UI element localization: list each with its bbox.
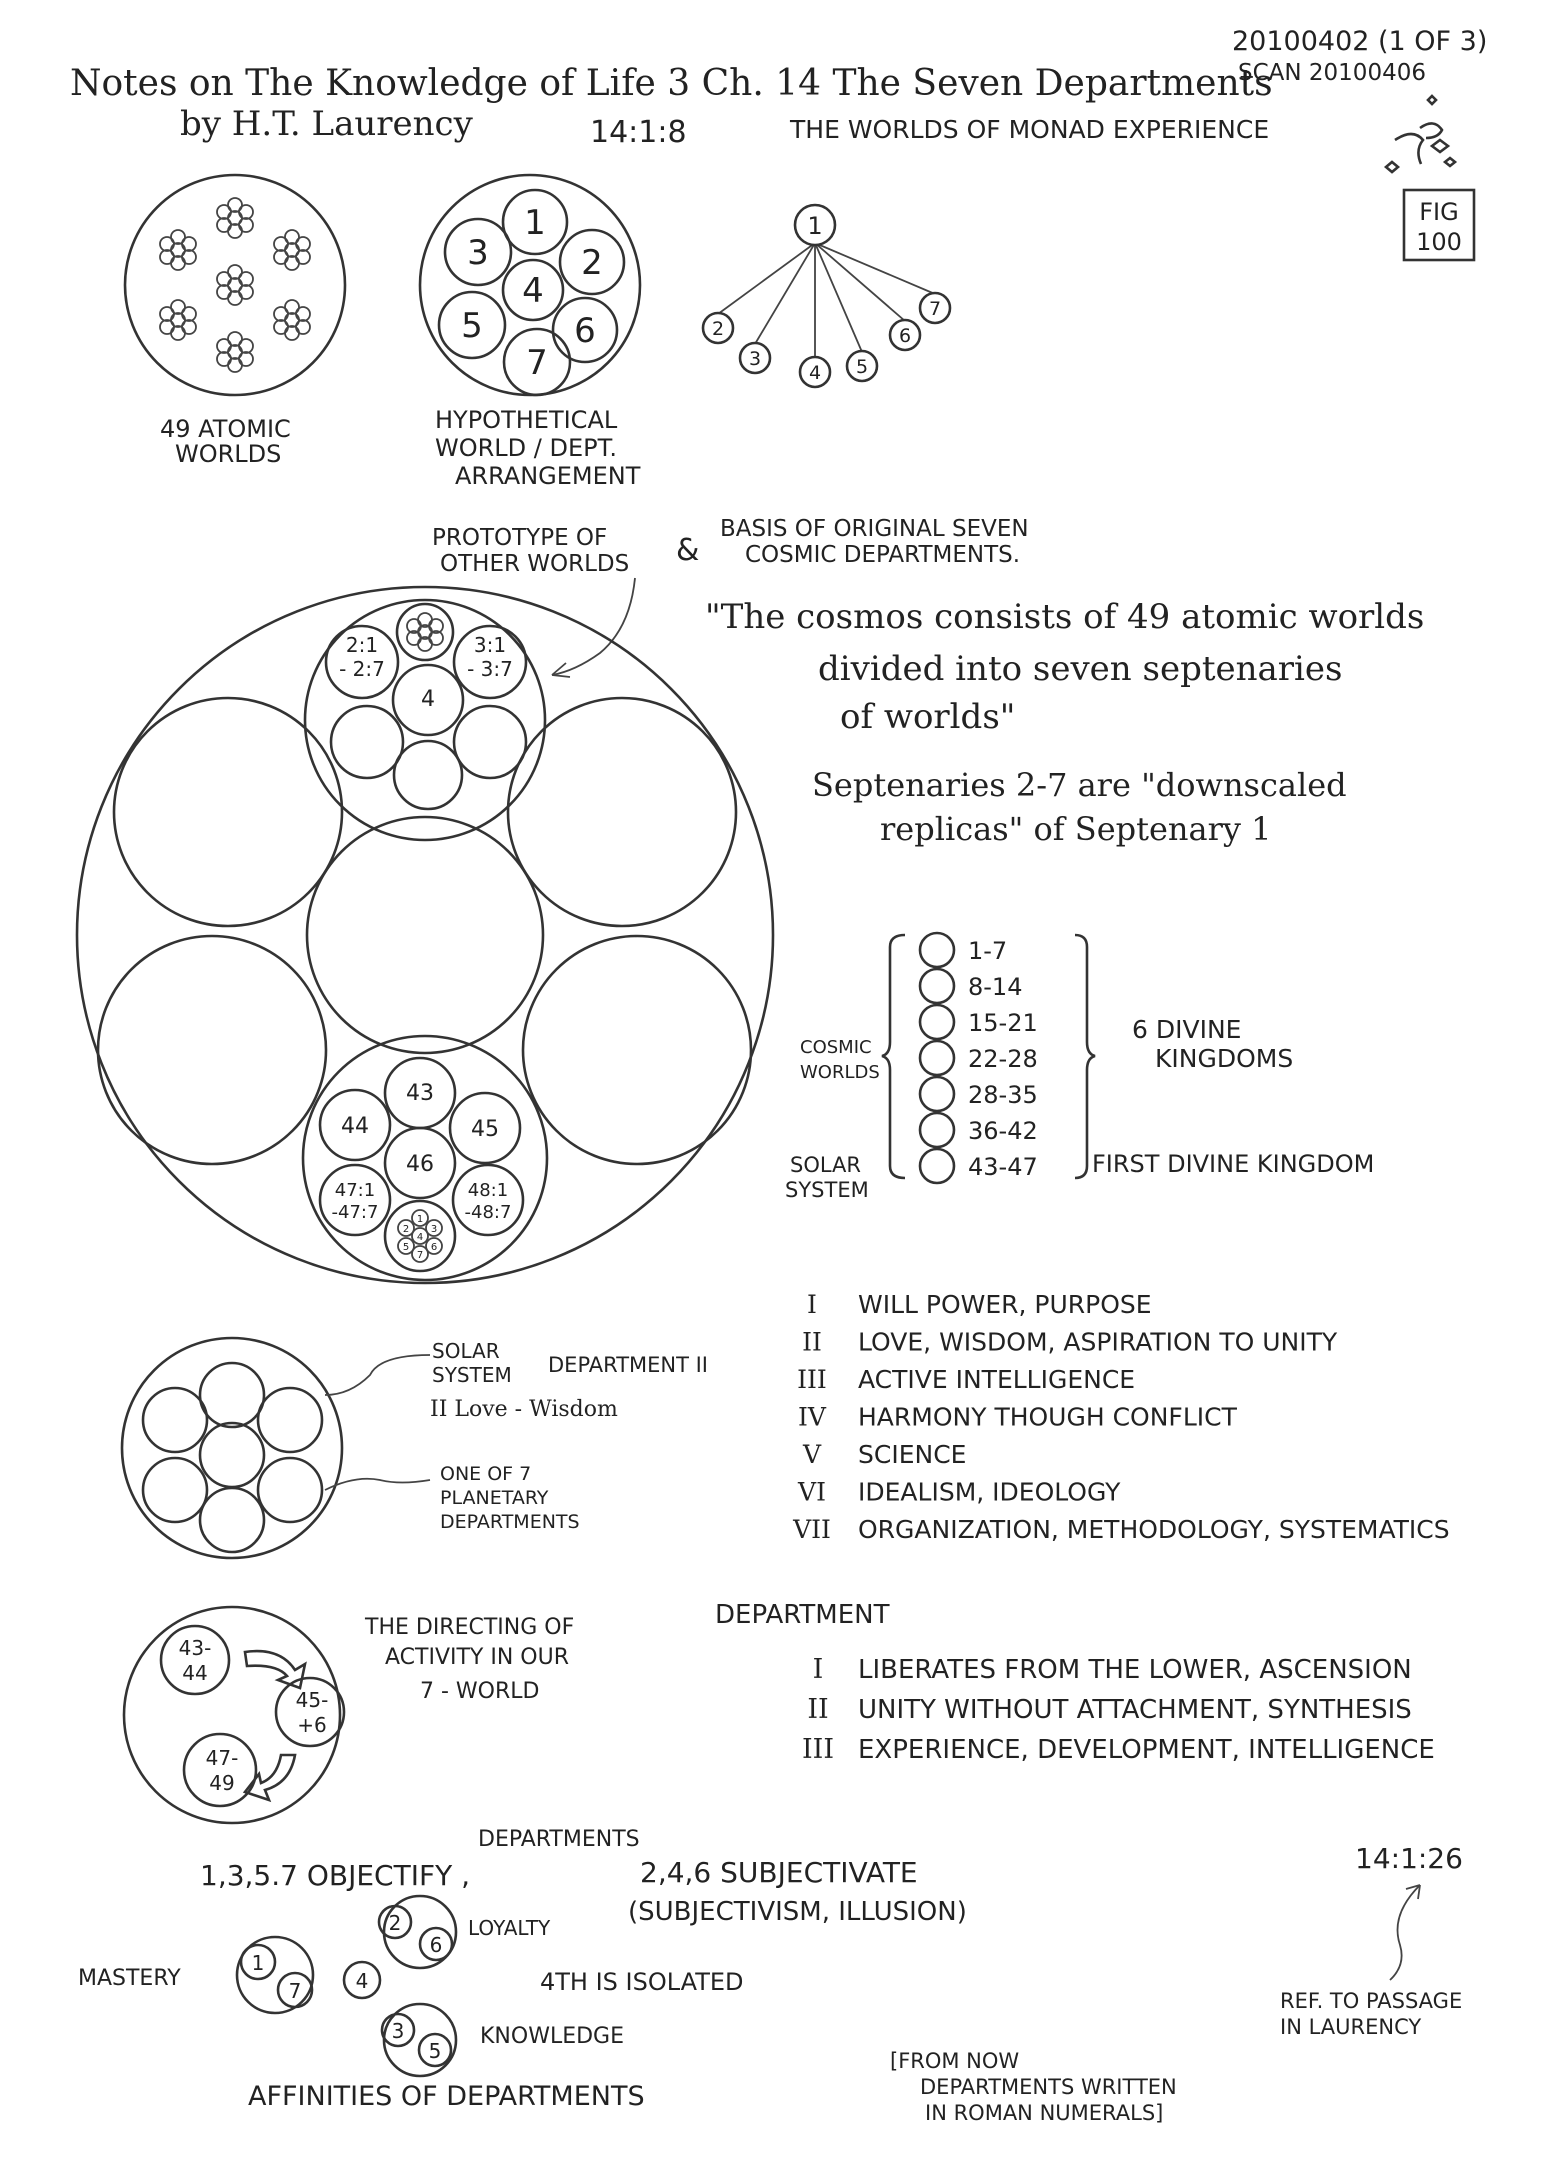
department-item — [798, 1403, 1238, 1432]
atomic-cluster — [217, 265, 253, 305]
tiny-world-number-1: 1 — [416, 1214, 424, 1225]
department-item — [802, 1328, 1338, 1357]
department-description: UNITY WITHOUT ATTACHMENT, SYNTHESIS — [858, 1695, 1412, 1725]
atom-circle — [217, 339, 231, 353]
septenary-upper-right — [508, 698, 736, 926]
subjectivism-note: (SUBJECTIVISM, ILLUSION) — [628, 1897, 967, 1927]
fig-number: 100 — [1416, 228, 1462, 256]
department-description: ACTIVE INTELLIGENCE — [858, 1365, 1136, 1394]
department-numeral: VII — [793, 1515, 831, 1544]
hypothetical-world-circles — [439, 190, 624, 395]
department-item — [797, 1365, 1135, 1394]
atom-circle — [274, 237, 288, 251]
world-stack-circles — [920, 933, 1038, 1183]
department-description: ORGANIZATION, METHODOLOGY, SYSTEMATICS — [858, 1515, 1450, 1544]
from-now-line-2: DEPARTMENTS WRITTEN — [920, 2075, 1177, 2099]
department-affinity-item — [813, 1654, 1412, 1685]
department-item — [802, 1440, 966, 1469]
prototype-line-2: OTHER WORLDS — [440, 551, 630, 577]
department-numeral: I — [812, 1654, 824, 1685]
label-46: +6 — [297, 1713, 327, 1737]
quote-line-3: of worlds" — [840, 697, 1016, 737]
divine-kingdoms-label-1: 6 DIVINE — [1132, 1015, 1242, 1044]
right-brace — [1075, 935, 1095, 1178]
stack-range-label: 43-47 — [968, 1153, 1038, 1181]
department-numeral: IV — [798, 1402, 826, 1432]
date-label: 20100402 (1 OF 3) — [1232, 26, 1488, 57]
department-description: LIBERATES FROM THE LOWER, ASCENSION — [858, 1655, 1412, 1685]
planetary-dept-circle — [200, 1488, 264, 1552]
stack-range-label: 1-7 — [968, 937, 1008, 965]
tree-leaf-number-6: 6 — [898, 325, 912, 347]
tree-branch — [815, 243, 905, 321]
tiny-world-number-3: 3 — [430, 1224, 438, 1235]
atom-circle — [182, 307, 196, 321]
first-divine-kingdom-label: FIRST DIVINE KINGDOM — [1092, 1150, 1375, 1178]
mastery-label: MASTERY — [78, 1966, 181, 1991]
tree-leaf-number-5: 5 — [855, 356, 869, 378]
solar-system-diagram — [122, 1338, 708, 1558]
label-45: 45- — [295, 1688, 329, 1712]
department-numeral: III — [802, 1734, 834, 1765]
atom-circle — [217, 352, 231, 366]
department-heading: DEPARTMENT — [715, 1600, 890, 1630]
affinities-caption: AFFINITIES OF DEPARTMENTS — [248, 2081, 645, 2112]
septenary-upper-left — [114, 698, 342, 926]
atom-circle — [274, 307, 288, 321]
atomic-cluster — [160, 300, 196, 340]
planetary-dept-circle — [258, 1388, 322, 1452]
divine-kingdoms-label-2: KINGDOMS — [1155, 1044, 1294, 1073]
department-item — [807, 1290, 1152, 1319]
solar-system-label-1: SOLAR — [790, 1153, 861, 1177]
hypothetical-number-2: 2 — [581, 243, 603, 283]
num-2: 2 — [388, 1911, 402, 1935]
cosmic-worlds-label-2: WORLDS — [800, 1062, 880, 1083]
solar-system-label-2: SYSTEM — [785, 1178, 869, 1202]
tiny-world-number-2: 2 — [402, 1224, 410, 1235]
department-affinity-item — [802, 1734, 1435, 1765]
header — [70, 26, 1487, 260]
department-numeral: III — [797, 1365, 827, 1394]
tiny-world-number-6: 6 — [430, 1242, 438, 1253]
hypothetical-arrangement-diagram — [420, 175, 641, 490]
num-48-7: -48:7 — [464, 1202, 512, 1223]
septenary-center — [307, 817, 543, 1053]
stack-range-label: 22-28 — [968, 1045, 1038, 1073]
department-description: WILL POWER, PURPOSE — [858, 1290, 1152, 1319]
planetary-dept-circle — [143, 1458, 207, 1522]
num-6: 6 — [429, 1933, 443, 1957]
num-43: 43 — [406, 1081, 434, 1106]
stack-world-circle — [920, 969, 954, 1003]
atom-circle — [274, 250, 288, 264]
department-numeral: VI — [798, 1477, 826, 1507]
tree-root-number: 1 — [807, 212, 823, 240]
department-description: HARMONY THOUGH CONFLICT — [858, 1402, 1237, 1432]
top-septenary-world-6 — [454, 706, 526, 778]
tree-leaf-number-2: 2 — [711, 318, 725, 340]
atomic-cluster — [274, 300, 310, 340]
atomic-cluster — [217, 332, 253, 372]
scan-date-label: SCAN 20100406 — [1238, 60, 1426, 86]
atomic-label-1: 49 ATOMIC — [160, 415, 291, 443]
atom-circle — [160, 320, 174, 334]
num-47-1: 47:1 — [334, 1180, 376, 1201]
arrow-2-icon — [245, 1755, 295, 1800]
department-tree-diagram — [703, 205, 950, 387]
ref-14-1-26: 14:1:26 — [1355, 1842, 1463, 1875]
directing-line-3: 7 - WORLD — [420, 1679, 540, 1704]
solar-label-1: SOLAR — [432, 1339, 500, 1363]
ampersand: & — [676, 533, 700, 568]
world-stack-diagram — [785, 933, 1374, 1202]
atomic-label-2: WORLDS — [175, 440, 282, 468]
num-1: 1 — [251, 1951, 265, 1975]
stack-world-circle — [920, 1149, 954, 1183]
atom-circle — [160, 307, 174, 321]
planetary-pointer-line — [325, 1479, 430, 1490]
tree-branch — [755, 243, 815, 344]
tree-branch — [718, 243, 815, 314]
planetary-dept-circle — [143, 1388, 207, 1452]
label-44: 44 — [182, 1661, 208, 1685]
department-description: SCIENCE — [858, 1440, 967, 1469]
label-47: 47- — [205, 1746, 239, 1770]
department-numeral: II — [807, 1694, 829, 1725]
directing-activity-diagram — [124, 1607, 574, 1823]
department-item — [792, 1515, 1450, 1544]
monogram-icon — [1386, 96, 1455, 172]
circle-47-49 — [184, 1734, 256, 1806]
ref-pointer-line — [1390, 1885, 1420, 1980]
subtitle-worlds-of-monad-experience: THE WORLDS OF MONAD EXPERIENCE — [790, 115, 1270, 144]
atomic-worlds-outer-circle — [125, 175, 345, 395]
atom-circle — [296, 237, 310, 251]
ref-note-1: REF. TO PASSAGE — [1280, 1989, 1463, 2013]
label-2-7: - 2:7 — [339, 657, 385, 681]
directing-line-2: ACTIVITY IN OUR — [385, 1645, 570, 1670]
departments-heading: DEPARTMENTS — [478, 1827, 640, 1852]
num-3: 3 — [391, 2019, 405, 2043]
atom-circle — [274, 320, 288, 334]
planetary-dept-circle — [258, 1458, 322, 1522]
quote-block — [705, 597, 1424, 848]
subjectivate-line: 2,4,6 SUBJECTIVATE — [640, 1856, 918, 1889]
num-47-7: -47:7 — [331, 1202, 379, 1223]
department-item — [797, 1478, 1121, 1507]
atomic-cluster — [217, 198, 253, 238]
atom-circle — [182, 237, 196, 251]
solar-pointer-line — [325, 1355, 430, 1395]
left-brace — [882, 935, 905, 1178]
figure-number-box — [1404, 190, 1474, 260]
label-world-4: 4 — [421, 687, 435, 712]
reference-14-1-8: 14:1:8 — [590, 115, 687, 150]
label-49: 49 — [209, 1771, 235, 1795]
num-48-1: 48:1 — [467, 1180, 509, 1201]
atomic-cluster — [160, 230, 196, 270]
prototype-pointer-line — [552, 578, 635, 675]
department-i-iii-items — [802, 1654, 1435, 1765]
directing-line-1: THE DIRECTING OF — [365, 1615, 575, 1640]
stack-range-label: 8-14 — [968, 973, 1023, 1001]
department-numeral: I — [807, 1290, 817, 1319]
atomic-worlds-diagram — [125, 175, 345, 468]
atomic-clusters — [160, 198, 310, 372]
department-numeral: II — [802, 1327, 822, 1357]
quote-line-2: divided into seven septenaries — [818, 649, 1343, 689]
hypo-label-3: ARRANGEMENT — [455, 462, 641, 490]
num-4: 4 — [355, 1969, 369, 1993]
solar-label-2: SYSTEM — [432, 1363, 512, 1387]
tree-leaf-number-7: 7 — [928, 298, 942, 320]
stack-world-circle — [920, 1041, 954, 1075]
atomic-cluster — [274, 230, 310, 270]
one-of-7-label-2: PLANETARY — [440, 1487, 549, 1509]
atom-circle — [239, 272, 253, 286]
cosmic-worlds-label-1: COSMIC — [800, 1037, 872, 1058]
stack-range-label: 36-42 — [968, 1117, 1038, 1145]
solar-outer-circle — [122, 1338, 342, 1558]
ref-note-2: IN LAURENCY — [1280, 2015, 1422, 2039]
hypothetical-number-4: 4 — [522, 271, 544, 311]
stack-range-label: 15-21 — [968, 1009, 1038, 1037]
atom-circle — [160, 250, 174, 264]
tree-leaf-number-4: 4 — [808, 362, 822, 384]
arrow-1-icon — [245, 1651, 305, 1688]
department-description: EXPERIENCE, DEVELOPMENT, INTELLIGENCE — [858, 1735, 1435, 1765]
label-2-1: 2:1 — [345, 633, 379, 657]
loyalty-label: LOYALTY — [468, 1916, 551, 1940]
department-numeral: V — [802, 1440, 822, 1469]
tree-leaf-number-3: 3 — [748, 348, 762, 370]
stack-world-circle — [920, 1113, 954, 1147]
stack-world-circle — [920, 933, 954, 967]
hypothetical-number-6: 6 — [574, 311, 596, 351]
hypo-label-1: HYPOTHETICAL — [435, 406, 618, 434]
atom-circle — [217, 205, 231, 219]
isolated-label: 4TH IS ISOLATED — [540, 1968, 744, 1996]
fig-label: FIG — [1419, 198, 1459, 226]
tiny-world-number-7: 7 — [416, 1250, 424, 1261]
basis-line-1: BASIS OF ORIGINAL SEVEN — [720, 516, 1029, 542]
knowledge-label: KNOWLEDGE — [480, 2024, 624, 2049]
stack-world-circle — [920, 1077, 954, 1111]
department-description: IDEALISM, IDEOLOGY — [858, 1477, 1121, 1507]
hypo-label-2: WORLD / DEPT. — [435, 434, 618, 462]
num-5: 5 — [428, 2039, 442, 2063]
department-description: LOVE, WISDOM, ASPIRATION TO UNITY — [858, 1327, 1338, 1357]
hypothetical-number-1: 1 — [524, 203, 546, 243]
planetary-dept-circle — [200, 1423, 264, 1487]
atom-circle — [296, 307, 310, 321]
stack-range-label: 28-35 — [968, 1081, 1038, 1109]
label-3-1: 3:1 — [473, 633, 507, 657]
quote-line-4: Septenaries 2-7 are "downscaled — [812, 766, 1347, 804]
quote-line-1: "The cosmos consists of 49 atomic worlds — [705, 597, 1425, 637]
atom-circle — [217, 272, 231, 286]
title-line-2: by H.T. Laurency — [180, 104, 473, 144]
label-3-7: - 3:7 — [467, 657, 513, 681]
num-44: 44 — [341, 1114, 369, 1139]
num-7: 7 — [288, 1979, 302, 2003]
department-affinity-item — [807, 1694, 1411, 1725]
love-wisdom-label: II Love - Wisdom — [430, 1397, 618, 1422]
stack-world-circle — [920, 1005, 954, 1039]
department-ii-label: DEPARTMENT II — [548, 1353, 709, 1377]
affinities-section — [78, 1827, 1463, 2125]
one-of-7-label-3: DEPARTMENTS — [440, 1511, 580, 1533]
atom-circle — [217, 218, 231, 232]
septenary-lower-right — [523, 936, 751, 1164]
num-46: 46 — [406, 1152, 434, 1177]
planetary-dept-circle — [200, 1363, 264, 1427]
from-now-line-3: IN ROMAN NUMERALS] — [925, 2101, 1164, 2125]
tiny-world-number-5: 5 — [402, 1242, 410, 1253]
prototype-line-1: PROTOTYPE OF — [432, 525, 608, 551]
title-line-1: Notes on The Knowledge of Life 3 Ch. 14 The Seven Departments — [70, 63, 1273, 104]
atom-circle — [239, 339, 253, 353]
hypothetical-number-5: 5 — [461, 306, 483, 346]
septenary-lower-left — [98, 936, 326, 1164]
hypothetical-number-7: 7 — [526, 343, 548, 383]
quote-line-5: replicas" of Septenary 1 — [880, 810, 1272, 848]
hypothetical-number-3: 3 — [467, 233, 489, 273]
seven-departments-list — [792, 1290, 1450, 1544]
basis-line-2: COSMIC DEPARTMENTS. — [745, 542, 1021, 568]
atom-circle — [217, 285, 231, 299]
tiny-seven-circles — [398, 1210, 442, 1262]
solar-septenary-worlds — [320, 1058, 523, 1271]
cosmos-diagram — [77, 587, 773, 1283]
objectify-line: 1,3,5.7 OBJECTIFY , — [200, 1859, 470, 1892]
tiny-world-number-4: 4 — [416, 1232, 424, 1243]
one-of-7-label-1: ONE OF 7 — [440, 1463, 532, 1485]
top-septenary-world-7 — [394, 741, 462, 809]
atom-circle — [160, 237, 174, 251]
label-43: 43- — [178, 1636, 212, 1660]
from-now-line-1: [FROM NOW — [890, 2049, 1020, 2073]
top-septenary-world-5 — [331, 706, 403, 778]
atom-circle — [239, 205, 253, 219]
num-45: 45 — [471, 1117, 499, 1142]
department-affinity-list — [715, 1600, 1435, 1765]
